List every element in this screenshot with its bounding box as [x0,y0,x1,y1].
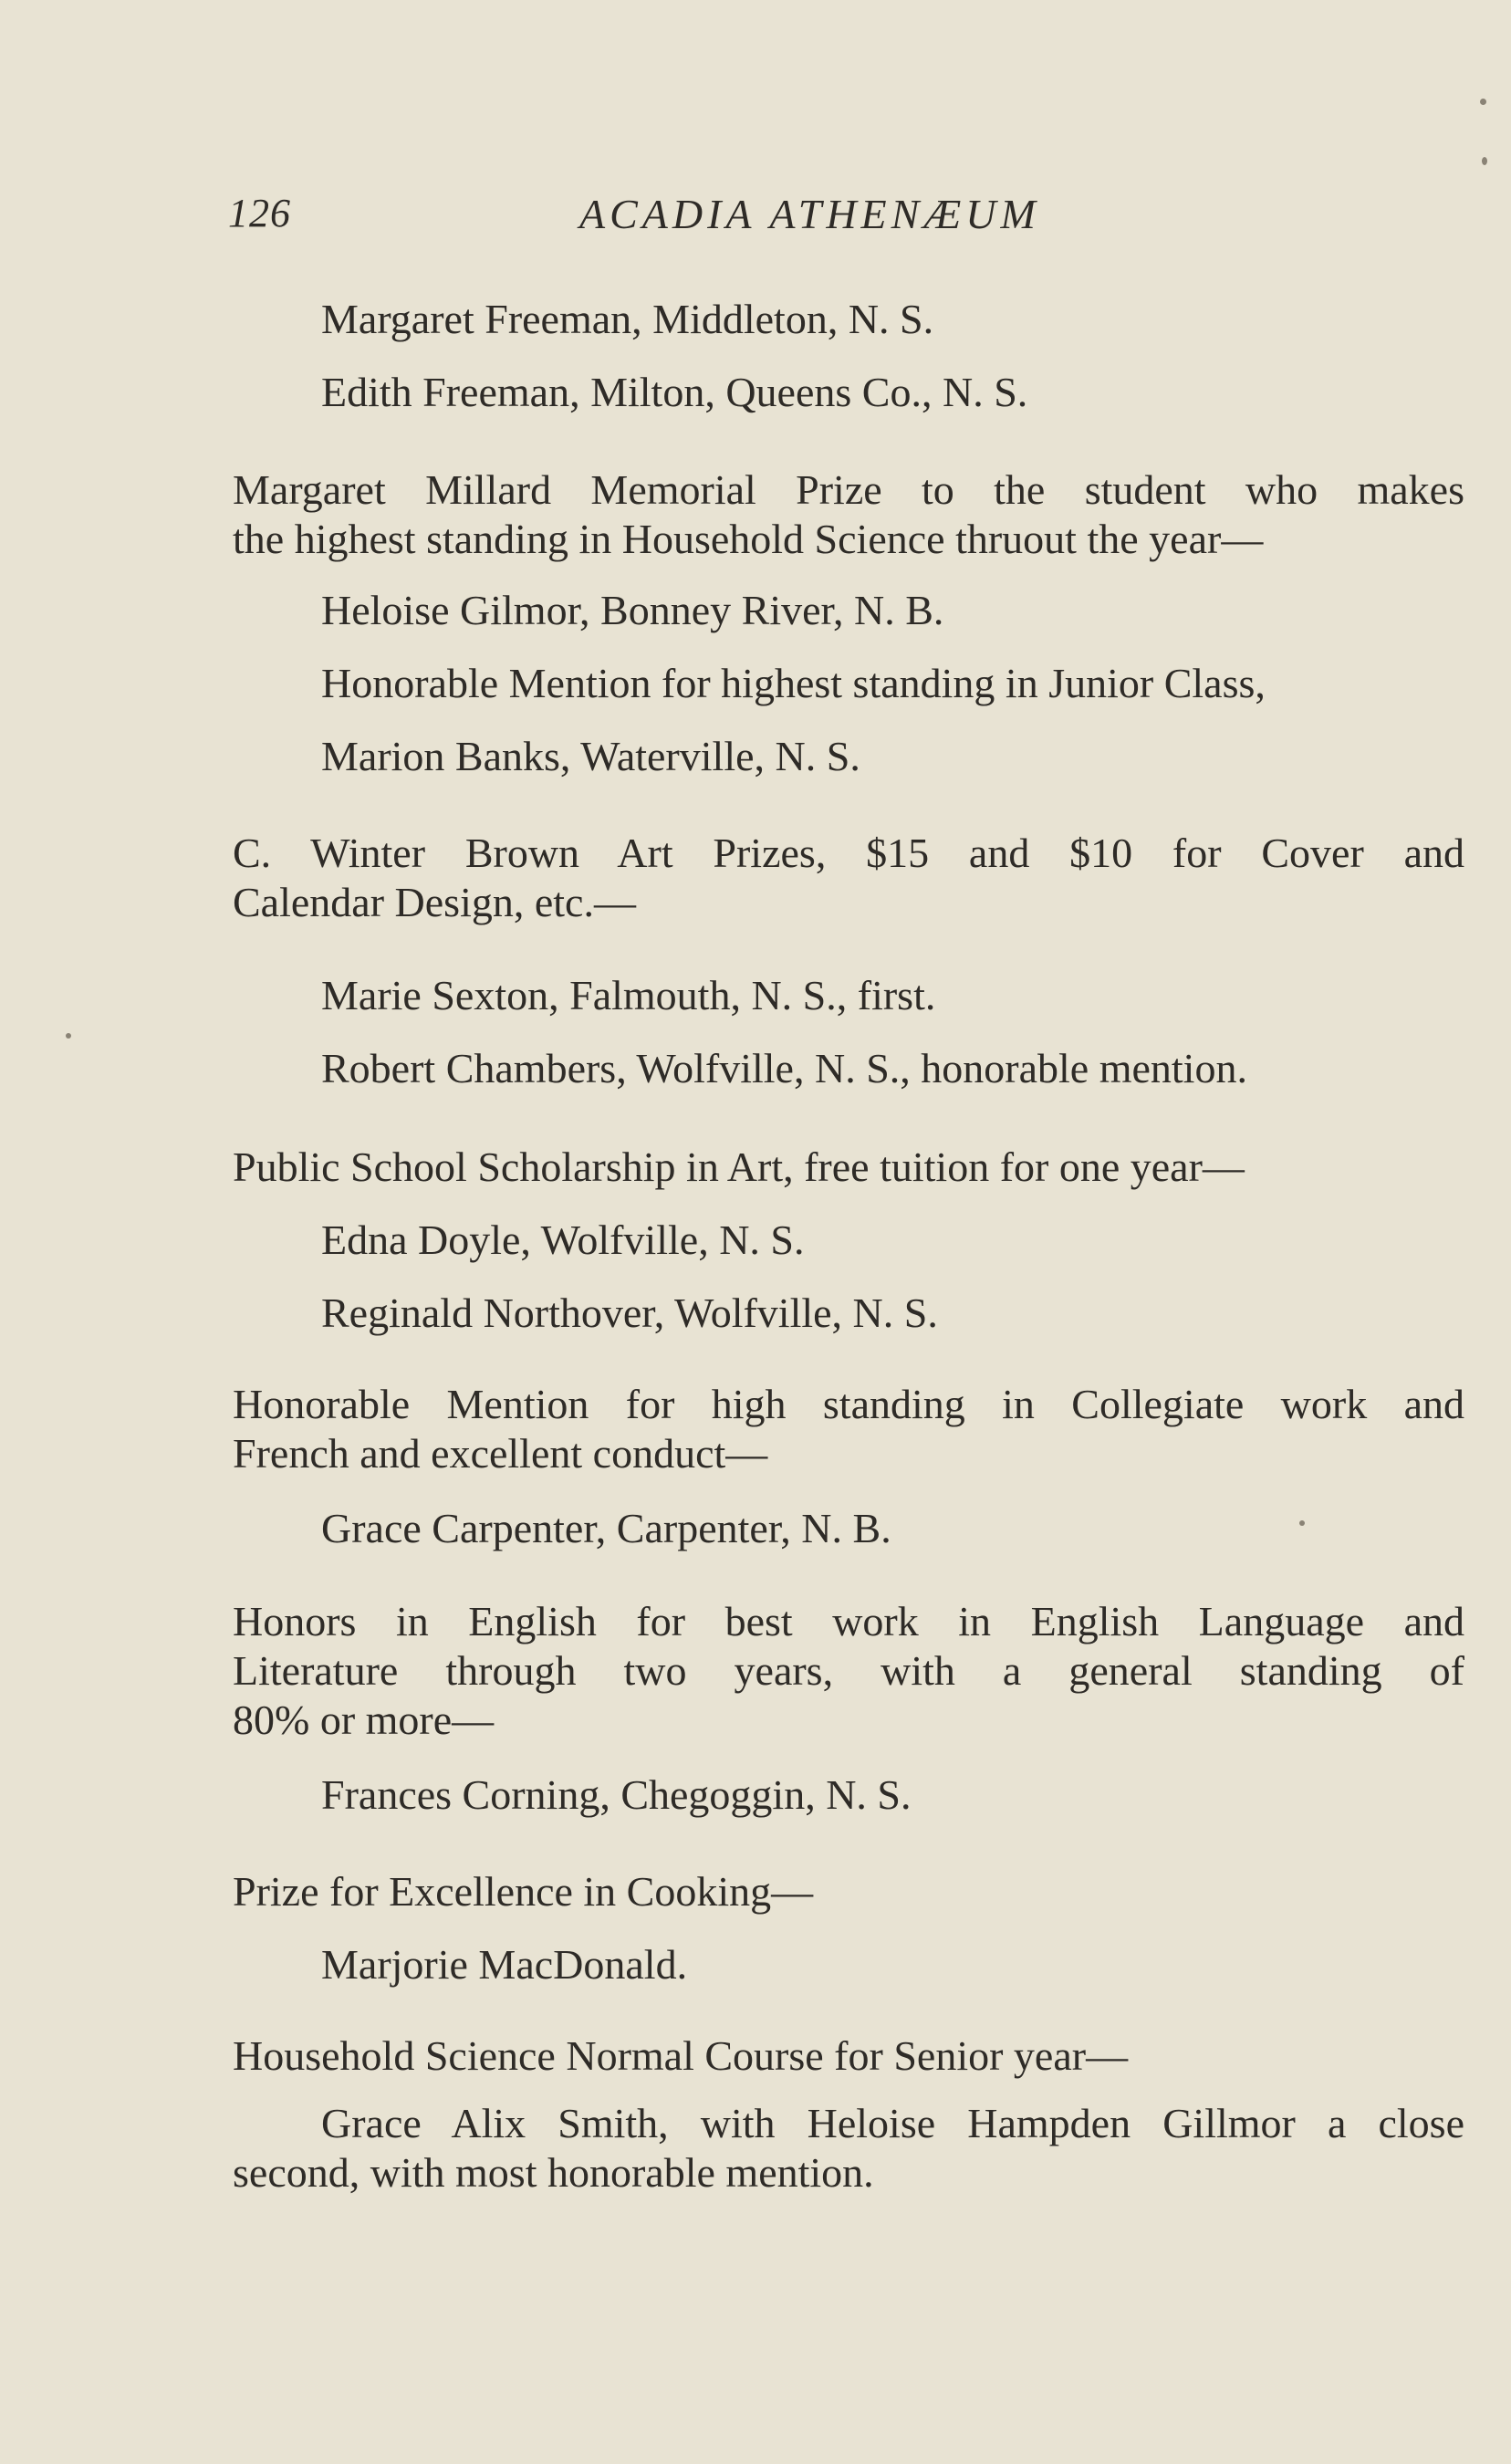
paper-speck [1299,1520,1305,1526]
recipient-line: Margaret Freeman, Middleton, N. S. [321,296,934,342]
recipient-line: Edna Doyle, Wolfville, N. S. [321,1216,805,1263]
recipient-line: Marion Banks, Waterville, N. S. [321,733,860,779]
recipient-line: Marjorie MacDonald. [321,1941,688,1988]
prize-description-line: Literature through two years, with a general standing of [233,1647,1464,1694]
prize-description [233,465,1464,564]
prize-description: Prize for Excellence in Cooking— [233,1868,814,1915]
running-head [228,190,1469,245]
recipient-line: Grace Carpenter, Carpenter, N. B. [321,1505,891,1551]
paper-speck [66,1033,71,1039]
recipient-line: Marie Sexton, Falmouth, N. S., first. [321,972,936,1018]
recipient-line: Reginald Northover, Wolfville, N. S. [321,1289,938,1336]
prize-description-line: Margaret Millard Memorial Prize to the student who makes [233,466,1464,513]
prize-description-line: French and excellent conduct— [233,1430,768,1477]
paper-speck [1480,99,1486,105]
recipient-line: Honorable Mention for highest standing in Junior Class, [321,660,1266,706]
prize-description-line: C. Winter Brown Art Prizes, $15 and $10 for Cover and [233,830,1464,876]
award-paragraph-line: second, with most honorable mention. [233,2149,874,2196]
page-number: 126 [228,191,291,235]
journal-title: ACADIA ATHENÆUM [579,191,1040,237]
recipient-line: Edith Freeman, Milton, Queens Co., N. S. [321,369,1028,415]
award-paragraph [233,2099,1464,2198]
prize-description [233,1597,1464,1745]
recipient-line: Frances Corning, Chegoggin, N. S. [321,1771,912,1818]
recipient-line: Heloise Gilmor, Bonney River, N. B. [321,587,944,633]
recipient-line: Robert Chambers, Wolfville, N. S., honorable mention. [321,1045,1247,1091]
prize-description-line: the highest standing in Household Science thruout the year— [233,516,1264,562]
award-paragraph-line: Grace Alix Smith, with Heloise Hampden Gillmor a close [321,2100,1464,2146]
prize-description [233,1380,1464,1478]
prize-description-line: Honors in English for best work in English Language and [233,1598,1464,1644]
prize-description-line: 80% or more— [233,1697,495,1743]
prize-description: Public School Scholarship in Art, free tuition for one year— [233,1143,1245,1190]
prize-description: Household Science Normal Course for Senior year— [233,2032,1129,2079]
prize-description [233,829,1464,927]
prize-description-line: Honorable Mention for high standing in Collegiate work and [233,1381,1464,1427]
paper-speck [1482,157,1487,165]
prize-description-line: Calendar Design, etc.— [233,879,636,925]
